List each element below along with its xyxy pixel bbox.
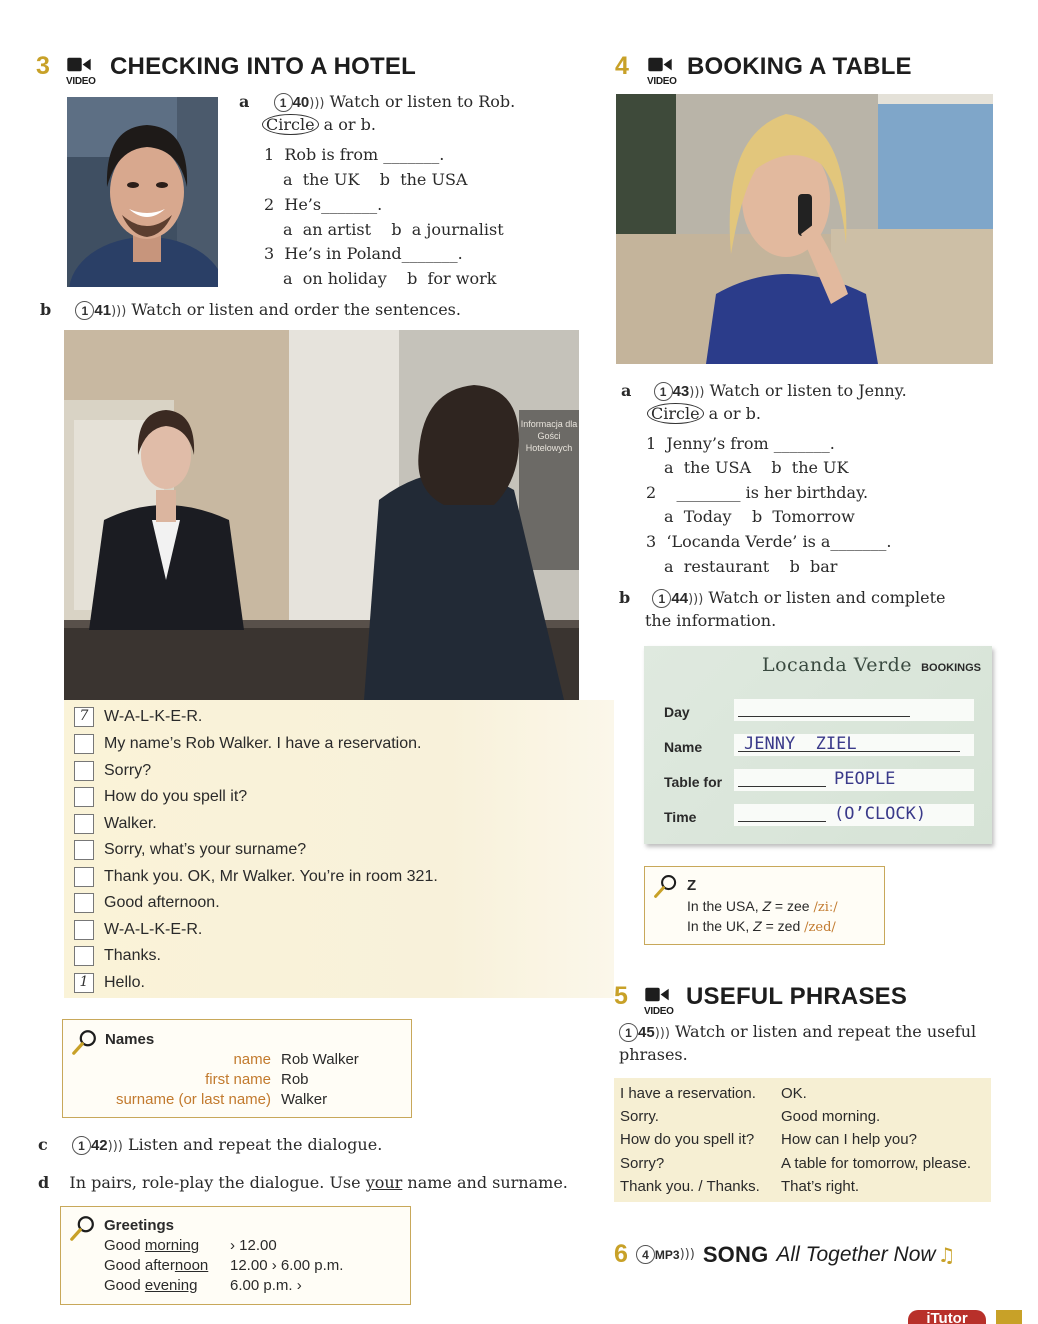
- booking-field-time[interactable]: [734, 804, 974, 826]
- order-box[interactable]: [74, 867, 94, 887]
- question-number: 3: [264, 244, 275, 263]
- z-text: In the USA,: [687, 898, 763, 914]
- sentence-text: Walker.: [104, 815, 157, 832]
- section-title: SONG: [702, 1241, 769, 1267]
- sentence-text: Sorry, what’s your surname?: [104, 841, 307, 858]
- track-number: 45: [638, 1024, 655, 1041]
- exercise-4a-instruction-2: [647, 404, 761, 423]
- exercise-3b-instruction: [40, 300, 461, 320]
- names-value: Rob: [281, 1071, 309, 1088]
- booking-label: Day: [664, 704, 690, 720]
- order-box[interactable]: [74, 920, 94, 940]
- names-tip-box: [62, 1019, 412, 1118]
- cd-icon: 1: [619, 1023, 638, 1042]
- question-blank: _______.: [773, 434, 835, 453]
- corner-tab: [996, 1310, 1022, 1324]
- phrase: A table for tomorrow, please.: [781, 1155, 972, 1172]
- exercise-5-instruction: [619, 1022, 976, 1042]
- question-stem: He’s in Poland: [284, 244, 402, 263]
- video-icon: [647, 56, 673, 74]
- sentence-row: [74, 734, 421, 754]
- question-3: [264, 244, 463, 263]
- useful-phrases-panel: [614, 1078, 991, 1202]
- instruction-text-2: a or b.: [708, 404, 761, 423]
- question-1-options: a the USA b the UK: [664, 458, 849, 477]
- sentence-text: My name’s Rob Walker. I have a reservation.: [104, 735, 422, 752]
- sentence-text: Thanks.: [104, 947, 161, 964]
- sentence-text: Good afternoon.: [104, 894, 220, 911]
- sign-line: Gości: [537, 431, 561, 441]
- question-stem: is her birthday.: [745, 483, 869, 502]
- greetings-tip-box: [60, 1206, 411, 1305]
- question-stem: Jenny’s from: [666, 434, 769, 453]
- exercise-letter: d: [38, 1173, 50, 1192]
- sentence-row: [74, 946, 161, 966]
- booking-field-day[interactable]: [734, 699, 974, 721]
- greeting-pre: Good: [104, 1237, 145, 1254]
- z-ipa: /ziː/: [813, 900, 838, 915]
- sentence-row: [74, 787, 247, 807]
- exercise-letter: a: [239, 92, 250, 111]
- z-tip-box: [644, 866, 885, 945]
- z-letter: Z: [753, 918, 762, 934]
- question-blank: _______.: [321, 195, 383, 214]
- z-ipa: /zed/: [804, 920, 836, 935]
- booking-value: (O’CLOCK): [834, 804, 927, 824]
- order-box[interactable]: 1: [74, 973, 94, 993]
- phrase: How can I help you?: [781, 1131, 917, 1148]
- exercise-3d-instruction: [38, 1173, 568, 1192]
- sentence-row: [74, 920, 202, 940]
- order-box[interactable]: 7: [74, 707, 94, 727]
- sentence-text: Sorry?: [104, 762, 152, 779]
- order-box[interactable]: [74, 814, 94, 834]
- sound-icon: ))): [689, 385, 705, 400]
- order-box[interactable]: [74, 840, 94, 860]
- order-box[interactable]: [74, 734, 94, 754]
- booking-field-table[interactable]: [734, 769, 974, 791]
- cd-icon: 4: [636, 1245, 655, 1264]
- exercise-4b-instruction-2: the information.: [645, 611, 777, 630]
- greeting-stress: morning: [144, 1237, 200, 1254]
- track-number: 41: [94, 302, 112, 319]
- cd-icon: 1: [72, 1136, 91, 1155]
- question-2: [264, 195, 382, 214]
- track-number: 40: [292, 94, 310, 111]
- video-label: VIDEO: [644, 1006, 674, 1017]
- track-number: 43: [672, 383, 690, 400]
- sentence-row: [74, 973, 145, 993]
- magnifier-icon: [653, 873, 679, 899]
- exercise-3c-instruction: [38, 1135, 382, 1155]
- exercise-letter: b: [619, 588, 631, 607]
- section-number: 6: [614, 1240, 628, 1268]
- instruction-underlined: your: [365, 1173, 403, 1192]
- section-title: USEFUL PHRASES: [686, 983, 908, 1010]
- instruction-text-2: a or b.: [323, 115, 376, 134]
- track-number: 44: [671, 590, 689, 607]
- question-stem: ‘Locanda Verde’ is a: [666, 532, 831, 551]
- order-box[interactable]: [74, 893, 94, 913]
- names-value: Rob Walker: [281, 1051, 359, 1068]
- audio-track: [636, 1245, 695, 1264]
- sentence-row: [74, 814, 157, 834]
- phrase: Thank you. / Thanks.: [620, 1178, 760, 1195]
- itutor-badge: iTutor: [908, 1310, 986, 1324]
- sound-icon: ))): [679, 1247, 695, 1262]
- question-3-options: a on holiday b for work: [283, 269, 497, 288]
- exercise-3a-instruction: [239, 92, 515, 112]
- sentence-row: [74, 867, 438, 887]
- instruction-text: Watch or listen and order the sentences.: [131, 300, 461, 319]
- exercise-5-instruction-2: phrases.: [619, 1045, 688, 1064]
- sign-line: Hotelowych: [525, 443, 573, 453]
- question-3-options: a restaurant b bar: [664, 557, 838, 576]
- phrase: Sorry.: [620, 1108, 659, 1125]
- sign-line: Informacja dla: [520, 419, 578, 429]
- greeting-time: 12.00 › 6.00 p.m.: [230, 1257, 344, 1274]
- greeting-stress: noon: [174, 1257, 209, 1274]
- phrase: I have a reservation.: [620, 1085, 756, 1102]
- z-text: In the UK,: [687, 918, 754, 934]
- magnifier-icon: [71, 1028, 99, 1056]
- order-box[interactable]: [74, 946, 94, 966]
- sentence-text: Hello.: [104, 974, 145, 991]
- section-number: 5: [614, 982, 628, 1010]
- names-label: name: [233, 1051, 271, 1068]
- question-blank: _______.: [383, 145, 445, 164]
- sentence-text: How do you spell it?: [104, 788, 248, 805]
- sentence-text: W-A-L-K-E-R.: [104, 708, 203, 725]
- booking-field-name[interactable]: [734, 734, 974, 756]
- greeting-time: › 12.00: [230, 1237, 277, 1254]
- video-icon: [66, 56, 92, 74]
- question-1-options: a the UK b the USA: [283, 170, 468, 189]
- instruction-text: Watch or listen to Jenny.: [709, 381, 907, 400]
- jenny-photo: [616, 94, 993, 364]
- question-number: 1: [646, 434, 657, 453]
- question-2: [646, 483, 868, 502]
- question-3: [646, 532, 892, 551]
- instruction-text: Listen and repeat the dialogue.: [127, 1135, 383, 1154]
- sound-icon: ))): [107, 1139, 123, 1154]
- video-label: VIDEO: [66, 76, 96, 87]
- instruction-text: Watch or listen and repeat the useful: [675, 1022, 977, 1041]
- exercise-letter: b: [40, 300, 52, 319]
- hotel-sign: [519, 418, 579, 454]
- question-1: [264, 145, 444, 164]
- question-stem: He’s: [284, 195, 322, 214]
- question-number: 2: [646, 483, 657, 502]
- exercise-4b-instruction: [619, 588, 946, 608]
- instruction-text: Watch or listen and complete: [708, 588, 946, 607]
- hotel-photo: [64, 330, 579, 700]
- section-number: 3: [36, 52, 50, 80]
- music-note-icon: ♫: [937, 1242, 956, 1267]
- order-box[interactable]: [74, 787, 94, 807]
- sentence-row: [74, 893, 220, 913]
- sentence-row: [74, 761, 151, 781]
- cd-icon: 1: [654, 382, 673, 401]
- track-number: 42: [90, 1137, 108, 1154]
- rob-photo: [67, 97, 218, 287]
- booking-card: [644, 646, 992, 844]
- question-number: 1: [264, 145, 275, 164]
- greeting-pre: Good after: [104, 1257, 175, 1274]
- names-label: surname (or last name): [115, 1091, 271, 1108]
- magnifier-icon: [69, 1214, 97, 1242]
- phrase: Good morning.: [781, 1108, 881, 1125]
- sentence-row: [74, 840, 306, 860]
- tip-title: Z: [687, 877, 697, 894]
- question-blank: _______.: [830, 532, 892, 551]
- phrase: How do you spell it?: [620, 1131, 755, 1148]
- video-label: VIDEO: [647, 76, 677, 87]
- sentence-text: W-A-L-K-E-R.: [104, 921, 203, 938]
- exercise-3a-instruction-2: [262, 115, 376, 134]
- section-3-header: [36, 52, 456, 88]
- z-text: = zee: [771, 898, 814, 914]
- booking-label: Name: [664, 739, 703, 755]
- cd-icon: 1: [75, 301, 94, 320]
- section-4-header: [615, 52, 945, 88]
- exercise-letter: a: [621, 381, 632, 400]
- section-6-header: [614, 1240, 955, 1269]
- z-text: = zed: [761, 918, 805, 934]
- question-number: 2: [264, 195, 275, 214]
- greeting-time: 6.00 p.m. ›: [230, 1277, 302, 1294]
- z-letter: Z: [762, 898, 772, 914]
- booking-value: PEOPLE: [834, 769, 896, 789]
- phrase: Sorry?: [620, 1155, 665, 1172]
- phrase: That’s right.: [781, 1178, 860, 1195]
- question-blank: _______.: [401, 244, 463, 263]
- order-box[interactable]: [74, 761, 94, 781]
- sentence-text: Thank you. OK, Mr Walker. You’re in room 321.: [104, 868, 438, 885]
- instruction-text-end: name and surname.: [402, 1173, 568, 1192]
- booking-label: Time: [664, 809, 697, 825]
- sentence-row: [74, 707, 202, 727]
- sound-icon: ))): [654, 1026, 670, 1041]
- sound-icon: ))): [111, 304, 127, 319]
- instruction-text: In pairs, role-play the dialogue. Use: [69, 1173, 366, 1192]
- question-blank: ________: [676, 483, 741, 502]
- booking-brand: [762, 654, 981, 676]
- question-number: 3: [646, 532, 657, 551]
- section-title: CHECKING INTO A HOTEL: [110, 53, 416, 80]
- video-icon: [644, 986, 670, 1004]
- greeting-pre: Good: [104, 1277, 145, 1294]
- exercise-letter: c: [38, 1135, 48, 1154]
- greeting-word: [104, 1237, 199, 1254]
- booking-label: Table for: [664, 774, 723, 790]
- circle-word: Circle: [262, 114, 319, 135]
- question-2-options: a an artist b a journalist: [283, 220, 504, 239]
- greeting-stress: evening: [144, 1277, 198, 1294]
- names-label: first name: [205, 1071, 271, 1088]
- greeting-word: [104, 1277, 197, 1294]
- exercise-4a-instruction: [621, 381, 907, 401]
- question-stem: Rob is from: [284, 145, 379, 164]
- greeting-word: [104, 1257, 208, 1274]
- names-value: Walker: [281, 1091, 328, 1108]
- booking-value: JENNY ZIEL: [744, 734, 857, 754]
- cd-icon: 1: [274, 93, 293, 112]
- tip-title: Names: [105, 1031, 155, 1048]
- circle-word: Circle: [647, 403, 704, 424]
- section-number: 4: [615, 52, 629, 80]
- brand-name: Locanda Verde: [762, 654, 913, 676]
- cd-icon: 1: [652, 589, 671, 608]
- z-usa-line: [687, 898, 838, 915]
- instruction-text: Watch or listen to Rob.: [329, 92, 516, 111]
- question-1: [646, 434, 835, 453]
- phrase: OK.: [781, 1085, 807, 1102]
- tip-title: Greetings: [104, 1217, 175, 1234]
- section-title: BOOKING A TABLE: [687, 53, 912, 80]
- question-2-options: a Today b Tomorrow: [664, 507, 855, 526]
- sound-icon: ))): [309, 96, 325, 111]
- z-uk-line: [687, 918, 836, 935]
- brand-sub: BOOKINGS: [921, 662, 982, 674]
- section-5-header: [614, 982, 944, 1018]
- sound-icon: ))): [688, 592, 704, 607]
- track-number: MP3: [654, 1247, 680, 1262]
- song-title: All Together Now: [776, 1242, 936, 1266]
